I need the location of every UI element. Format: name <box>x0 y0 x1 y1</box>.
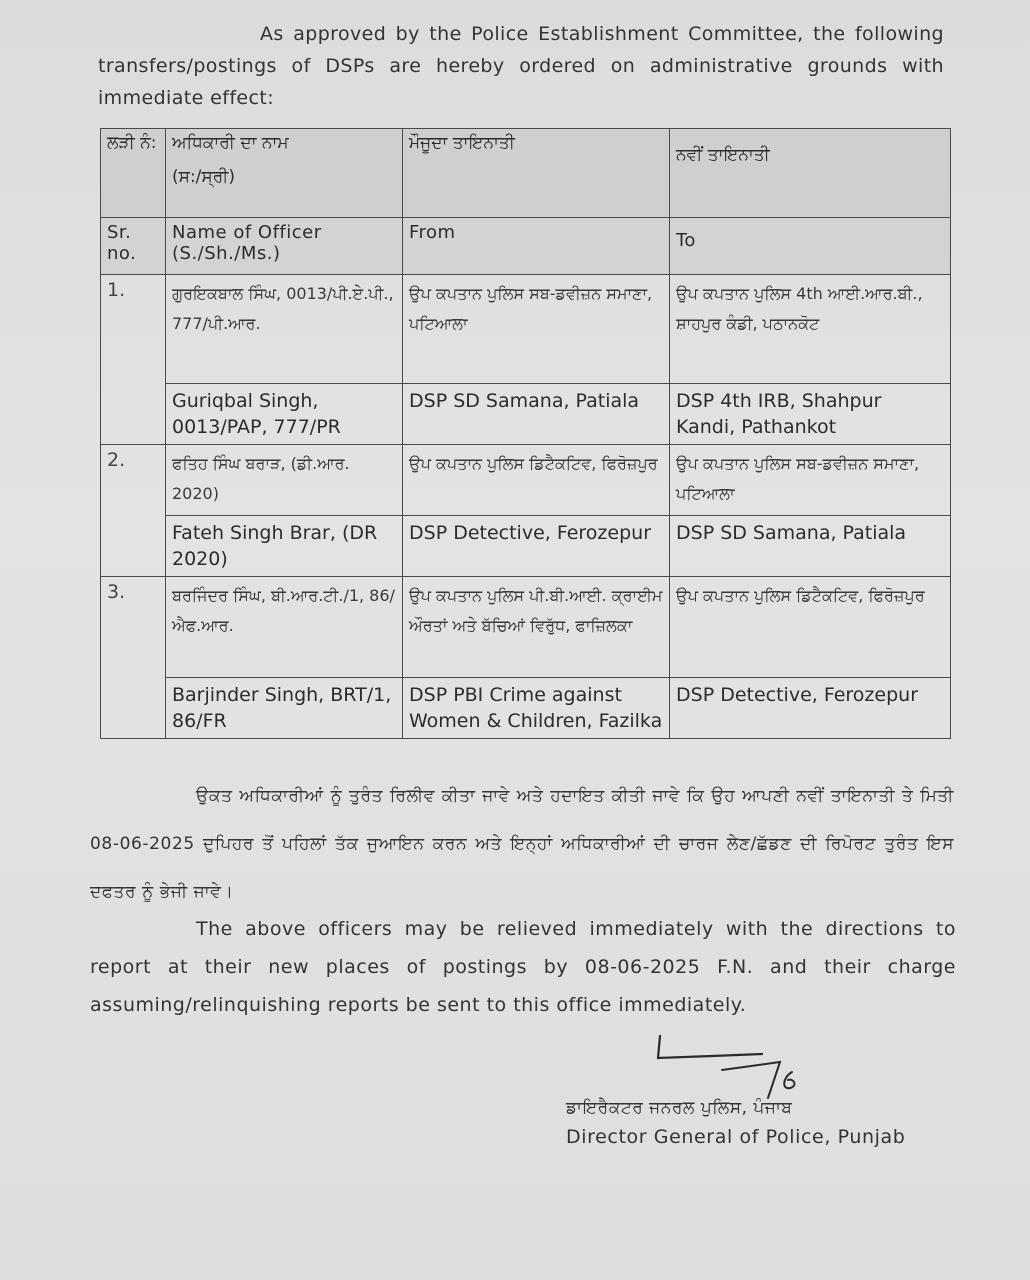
row-serial: 1. <box>101 275 166 445</box>
officer-name-pa: ਗੁਰਇਕਬਾਲ ਸਿੰਘ, 0013/ਪੀ.ਏ.ਪੀ., 777/ਪੀ.ਆਰ. <box>166 275 403 384</box>
to-posting-en: DSP 4th IRB, Shahpur Kandi, Pathankot <box>670 384 951 445</box>
header-sr-pa: ਲੜੀ ਨੰ: <box>101 129 166 218</box>
relief-instruction-english <box>90 910 956 1024</box>
header-to-en <box>670 218 951 275</box>
row-serial: 2. <box>101 445 166 577</box>
header-name-pa-label: ਅਧਿਕਾਰੀ ਦਾ ਨਾਮ <box>172 133 289 153</box>
intro-paragraph <box>98 18 944 114</box>
to-posting-pa: ਉਪ ਕਪਤਾਨ ਪੁਲਿਸ ਸਬ-ਡਵੀਜ਼ਨ ਸਮਾਣਾ, ਪਟਿਆਲਾ <box>670 445 951 516</box>
from-posting-pa: ਉਪ ਕਪਤਾਨ ਪੁਲਿਸ ਸਬ-ਡਵੀਜ਼ਨ ਸਮਾਣਾ, ਪਟਿਆਲਾ <box>403 275 670 384</box>
to-posting-pa: ਉਪ ਕਪਤਾਨ ਪੁਲਿਸ ਡਿਟੈਕਟਿਵ, ਫਿਰੋਜ਼ਪੁਰ <box>670 577 951 678</box>
table-row <box>101 275 951 384</box>
signatory-title-en: Director General of Police, Punjab <box>566 1126 906 1148</box>
header-from-pa: ਮੌਜੂਦਾ ਤਾਇਨਾਤੀ <box>403 129 670 218</box>
officer-name-en: Fateh Singh Brar, (DR 2020) <box>166 516 403 577</box>
header-row-punjabi <box>101 129 951 218</box>
to-posting-pa: ਉਪ ਕਪਤਾਨ ਪੁਲਿਸ 4th ਆਈ.ਆਰ.ਬੀ., ਸ਼ਾਹਪੁਰ ਕੰਡੀ, ਪਠਾਨਕੋਟ <box>670 275 951 384</box>
from-posting-en: DSP PBI Crime against Women & Children, Fazilka <box>403 678 670 739</box>
table-row <box>101 516 951 577</box>
row-serial: 3. <box>101 577 166 739</box>
officer-name-pa: ਬਰਜਿੰਦਰ ਸਿੰਘ, ਬੀ.ਆਰ.ਟੀ./1, 86/ਐਫ.ਆਰ. <box>166 577 403 678</box>
header-name-pa <box>166 129 403 218</box>
table-row <box>101 445 951 516</box>
header-to-pa <box>670 129 951 218</box>
officer-name-en: Guriqbal Singh, 0013/PAP, 777/PR <box>166 384 403 445</box>
transfers-table <box>100 128 951 739</box>
signatory-title-pa: ਡਾਇਰੈਕਟਰ ਜਨਰਲ ਪੁਲਿਸ, ਪੰਜਾਬ <box>566 1098 793 1118</box>
officer-name-pa: ਫਤਿਹ ਸਿੰਘ ਬਰਾੜ, (ਡੀ.ਆਰ. 2020) <box>166 445 403 516</box>
table-row <box>101 384 951 445</box>
header-from-en: From <box>403 218 670 275</box>
to-posting-en: DSP SD Samana, Patiala <box>670 516 951 577</box>
from-posting-en: DSP SD Samana, Patiala <box>403 384 670 445</box>
relief-instruction-english-text: The above officers may be relieved immediately with the directions to report at their new places of postings by 08-06-2025 F.N. and their charge assuming/relinquishing reports be sent to this office immediately. <box>90 918 956 1016</box>
header-to-en-label: To <box>676 230 696 251</box>
from-posting-pa: ਉਪ ਕਪਤਾਨ ਪੁਲਿਸ ਡਿਟੈਕਟਿਵ, ਫਿਰੋਜ਼ਪੁਰ <box>403 445 670 516</box>
from-posting-pa: ਉਪ ਕਪਤਾਨ ਪੁਲਿਸ ਪੀ.ਬੀ.ਆਈ. ਕ੍ਰਾਈਮ ਔਰਤਾਂ ਅਤੇ ਬੱਚਿਆਂ ਵਿਰੁੱਧ, ਫਾਜ਼ਿਲਕਾ <box>403 577 670 678</box>
header-to-pa-label: ਨਵੀਂ ਤਾਇਨਾਤੀ <box>676 145 770 165</box>
to-posting-en: DSP Detective, Ferozepur <box>670 678 951 739</box>
table-row <box>101 577 951 678</box>
relief-instruction-punjabi <box>90 772 954 916</box>
table-row <box>101 678 951 739</box>
header-sr-en: Sr. no. <box>101 218 166 275</box>
intro-text: As approved by the Police Establishment Committee, the following transfers/postings of DSPs are hereby ordered on administrative grounds with immediate effect: <box>98 23 944 109</box>
from-posting-en: DSP Detective, Ferozepur <box>403 516 670 577</box>
header-row-english <box>101 218 951 275</box>
header-name-en: Name of Officer (S./Sh./Ms.) <box>166 218 403 275</box>
relief-instruction-punjabi-text: ਉਕਤ ਅਧਿਕਾਰੀਆਂ ਨੂੰ ਤੁਰੰਤ ਰਿਲੀਵ ਕੀਤਾ ਜਾਵੇ ਅਤੇ ਹਦਾਇਤ ਕੀਤੀ ਜਾਵੇ ਕਿ ਉਹ ਆਪਣੀ ਨਵੀਂ ਤਾਇਨਾਤੀ ਤੇ ਮਿਤੀ 08-06-2025 ਦੁਪਿਹਰ ਤੋਂ ਪਹਿਲਾਂ ਤੱਕ ਜੁਆਇਨ ਕਰਨ ਅਤੇ ਇਨ੍ਹਾਂ ਅਧਿਕਾਰੀਆਂ ਦੀ ਚਾਰਜ ਲੇਣ/ਛੱਡਣ ਦੀ ਰਿਪੋਰਟ ਤੁਰੰਤ ਇਸ ਦਫਤਰ ਨੂੰ ਭੇਜੀ ਜਾਵੇ। <box>90 786 954 902</box>
signature-mark <box>652 1032 802 1102</box>
officer-name-en: Barjinder Singh, BRT/1, 86/FR <box>166 678 403 739</box>
header-name-pa-sub: (ਸ:/ਸ੍ਰੀ) <box>172 167 236 187</box>
